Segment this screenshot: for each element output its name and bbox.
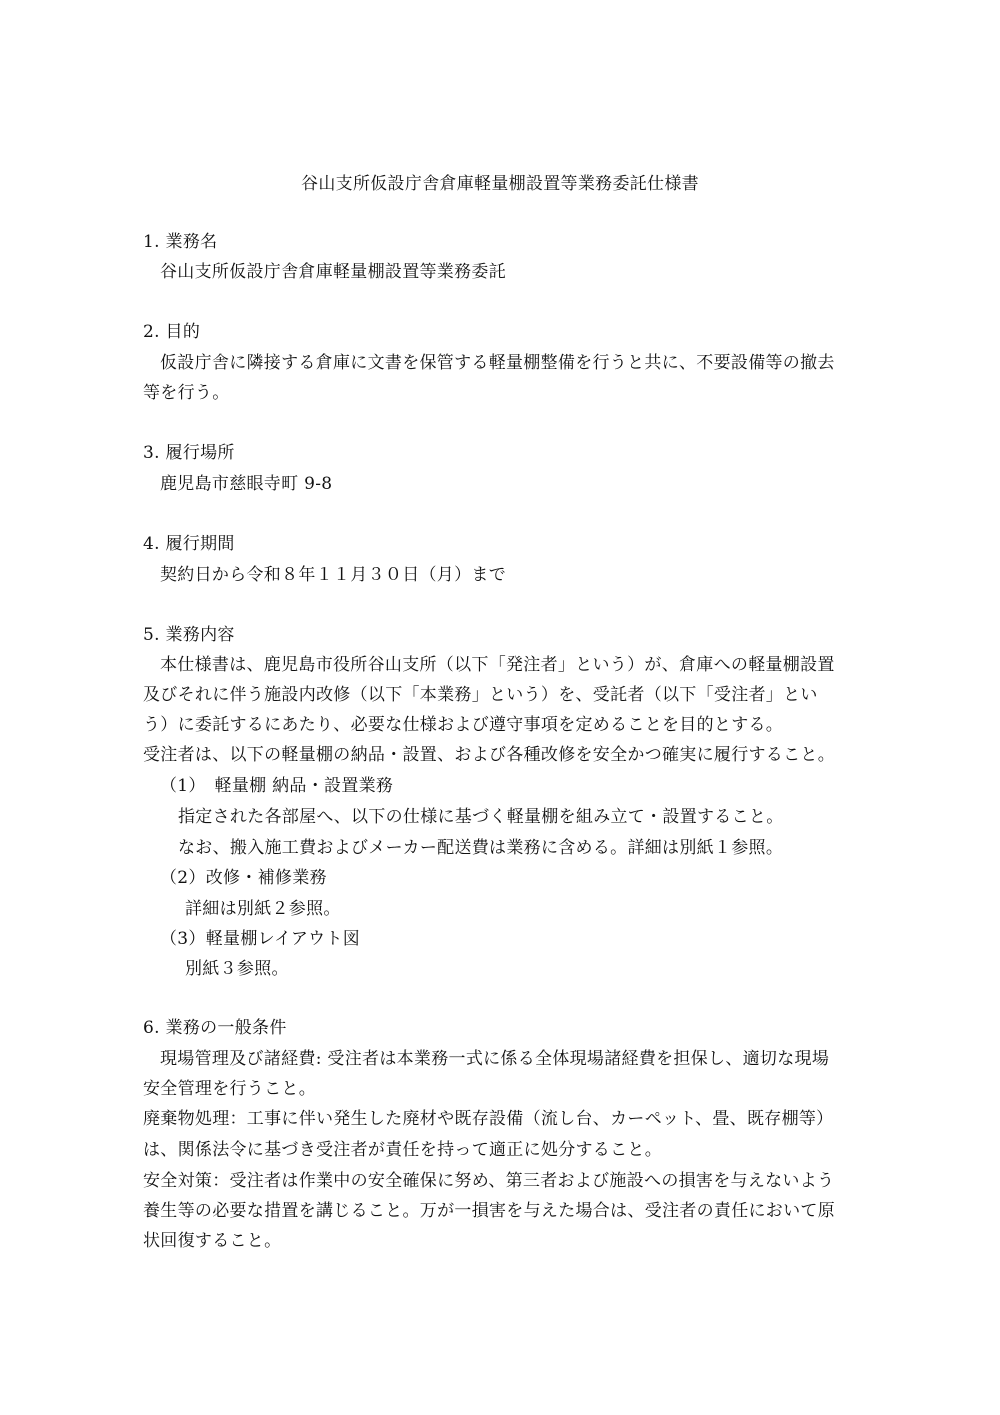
section-4-heading: 4. 履行期間 bbox=[143, 534, 235, 554]
section-6-text: 状回復すること。 bbox=[143, 1231, 282, 1251]
section-6-text: 現場管理及び諸経費: 受注者は本業務一式に係る全体現場諸経費を担保し、適切な現場 bbox=[160, 1049, 830, 1069]
subsection-2-heading: （2）改修・補修業務 bbox=[160, 868, 327, 888]
section-5-heading: 5. 業務内容 bbox=[143, 625, 235, 645]
section-2-heading: 2. 目的 bbox=[143, 322, 201, 342]
subsection-3-heading: （3）軽量棚レイアウト図 bbox=[160, 929, 361, 949]
section-5-text: う）に委託するにあたり、必要な仕様および遵守事項を定めることを目的とする。 bbox=[143, 715, 784, 735]
section-1-text: 谷山支所仮設庁舎倉庫軽量棚設置等業務委託 bbox=[160, 262, 506, 282]
subsection-2-text: 詳細は別紙２参照。 bbox=[185, 899, 341, 919]
section-6-text: 安全対策：受注者は作業中の安全確保に努め、第三者および施設への損害を与えないよう bbox=[143, 1171, 835, 1191]
section-6-heading: 6. 業務の一般条件 bbox=[143, 1018, 287, 1038]
section-4-text: 契約日から令和８年１１月３０日（月）まで bbox=[160, 565, 506, 585]
section-3-heading: 3. 履行場所 bbox=[143, 443, 235, 463]
section-5-text: 受注者は、以下の軽量棚の納品・設置、および各種改修を安全かつ確実に履行すること。 bbox=[143, 745, 835, 765]
section-6-text: 廃棄物処理：工事に伴い発生した廃材や既存設備（流し台、カーペット、畳、既存棚等） bbox=[143, 1109, 834, 1129]
document-title: 谷山支所仮設庁舎倉庫軽量棚設置等業務委託仕様書 bbox=[301, 174, 699, 194]
section-6-text: 養生等の必要な措置を講じること。万が一損害を与えた場合は、受注者の責任において原 bbox=[143, 1201, 835, 1221]
section-6-text: は、関係法令に基づき受注者が責任を持って適正に処分すること。 bbox=[143, 1140, 662, 1160]
section-3-text: 鹿児島市慈眼寺町 9-8 bbox=[160, 474, 333, 494]
subsection-1-text: なお、搬入施工費およびメーカー配送費は業務に含める。詳細は別紙１参照。 bbox=[178, 838, 784, 858]
section-6-text: 安全管理を行うこと。 bbox=[143, 1079, 316, 1099]
section-5-text: 及びそれに伴う施設内改修（以下「本業務」という）を、受託者（以下「受注者」とい bbox=[143, 685, 818, 705]
subsection-1-text: 指定された各部屋へ、以下の仕様に基づく軽量棚を組み立て・設置すること。 bbox=[178, 807, 784, 827]
section-1-heading: 1. 業務名 bbox=[143, 232, 218, 252]
subsection-3-text: 別紙３参照。 bbox=[185, 959, 289, 979]
section-2-text: 等を行う。 bbox=[143, 383, 230, 403]
section-2-text: 仮設庁舎に隣接する倉庫に文書を保管する軽量棚整備を行うと共に、不要設備等の撤去 bbox=[160, 353, 835, 373]
subsection-1-heading: （1） 軽量棚 納品・設置業務 bbox=[160, 776, 394, 796]
section-5-text: 本仕様書は、鹿児島市役所谷山支所（以下「発注者」という）が、倉庫への軽量棚設置 bbox=[160, 655, 835, 675]
